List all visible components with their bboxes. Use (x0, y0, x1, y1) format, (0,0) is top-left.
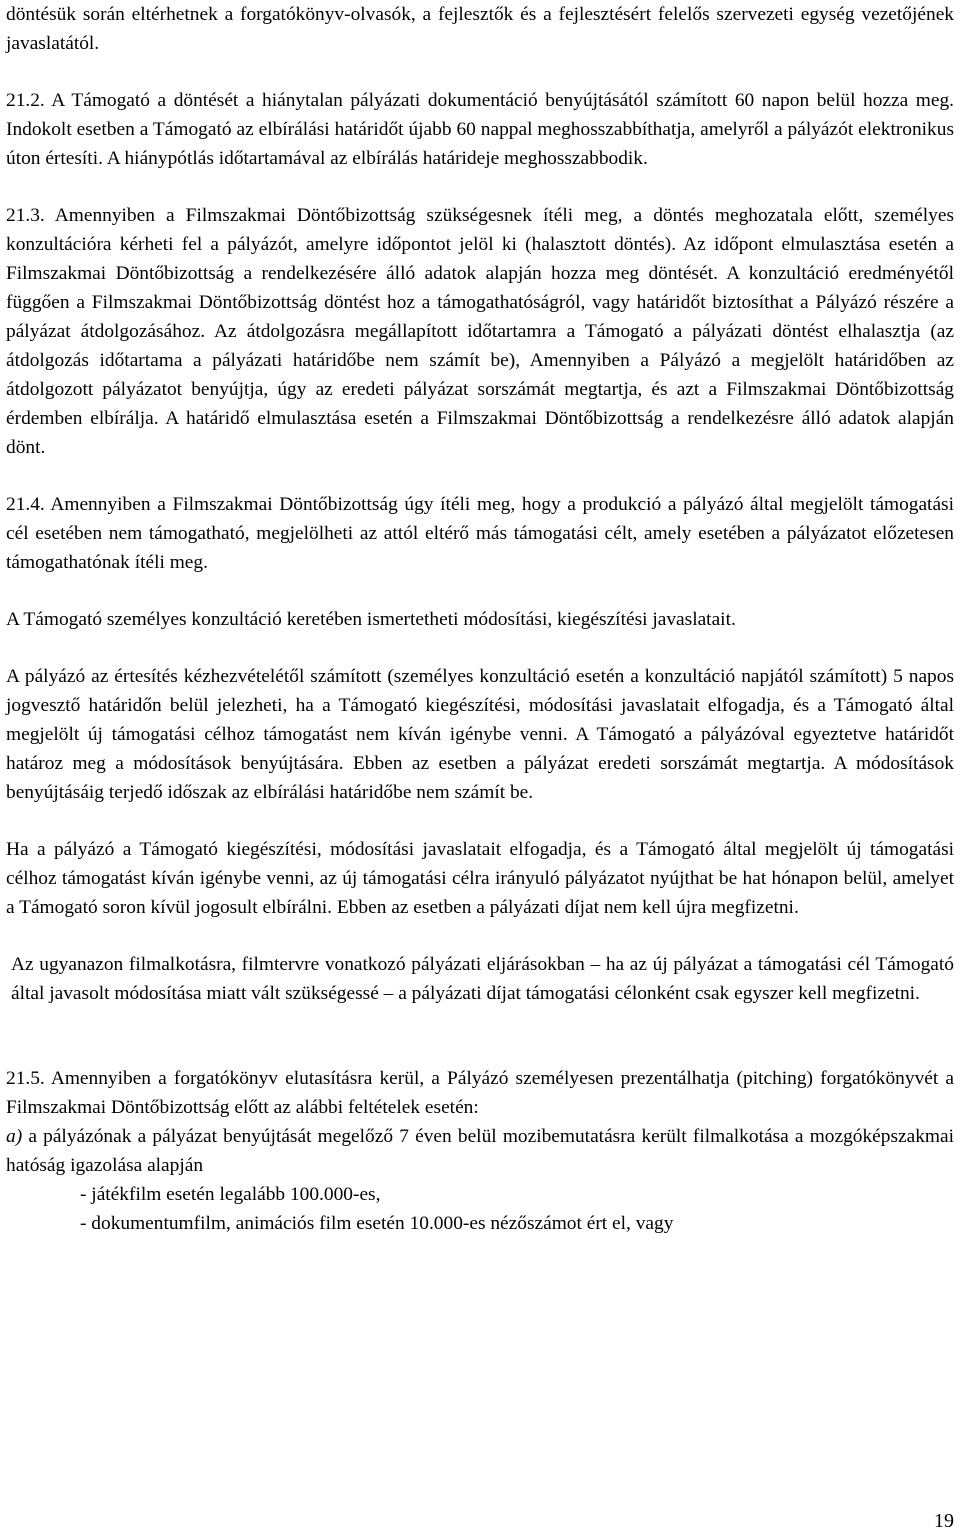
paragraph-konzultacio: A Támogató személyes konzultáció keretében ismertetheti módosítási, kiegészítési javaslatait. (6, 609, 736, 630)
list-item-a-text: a pályázónak a pályázat benyújtását megelőző 7 éven belül mozibemutatásra került filmalkotása a mozgóképszakmai hatóság igazolása alapján (6, 1126, 954, 1176)
dash-item-dokumentumfilm: - dokumentumfilm, animációs film esetén 10.000-es nézőszámot ért el, vagy (80, 1213, 674, 1234)
list-item-a (6, 1122, 954, 1180)
paragraph-gap (6, 58, 954, 86)
paragraph-gap (6, 922, 954, 950)
paragraph-kiegeszites: Ha a pályázó a Támogató kiegészítési, módosítási javaslatait elfogadja, és a Támogató által megjelölt új támogatási célhoz támogatást kíván igénybe venni, az új támogatási célra irányuló pályázatot nyújthat be hat hónapon belül, amelyet a Támogató soron kívül jogosult elbírálni. Ebben az esetben a pályázati díjat nem kell újra megfizetni. (6, 839, 954, 918)
paragraph-gap (6, 1008, 954, 1064)
paragraph-gap (6, 634, 954, 662)
paragraph-gap (6, 173, 954, 201)
paragraph-palyazati-dij: Az ugyanazon filmalkotásra, filmtervre vonatkozó pályázati eljárásokban – ha az új pályázat a támogatási cél Támogató által javasolt módosítása miatt vált szükségessé – a pályázati díjat támogatási célonként csak egyszer kell megfizetni. (11, 954, 954, 1004)
paragraph-21-4: 21.4. Amennyiben a Filmszakmai Döntőbizottság úgy ítéli meg, hogy a produkció a pályázó által megjelölt támogatási cél esetében nem támogatható, megjelölheti az attól eltérő más támogatási célt, amely esetében a pályázatot előzetesen támogathatónak ítéli meg. (6, 494, 954, 573)
paragraph-gap (6, 462, 954, 490)
paragraph-continuation: döntésük során eltérhetnek a forgatókönyv-olvasók, a fejlesztők és a fejlesztésért felelős szervezeti egység vezetőjének javaslatától. (6, 4, 954, 54)
paragraph-gap (6, 807, 954, 835)
paragraph-gap (6, 577, 954, 605)
list-item-a-label: a) (6, 1126, 23, 1147)
page-number: 19 (934, 1510, 954, 1532)
paragraph-21-3: 21.3. Amennyiben a Filmszakmai Döntőbizottság szükségesnek ítéli meg, a döntés meghozatala előtt, személyes konzultációra kérheti fel a pályázót, amelyre időpontot jelöl ki (halasztott döntés). Az időpont elmulasztása esetén a Filmszakmai Döntőbizottság a rendelkezésére álló adatok alapján hozza meg döntését. A konzultáció eredményétől függően a Filmszakmai Döntőbizottság döntést hoz a támogathatóságról, vagy határidőt biztosíthat a Pályázó részére a pályázat átdolgozásához. Az átdolgozásra megállapított időtartamra a Támogató a pályázati döntést elhalasztja (az átdolgozás időtartama a pályázati határidőbe nem számít be), Amennyiben a Pályázó a megjelölt határidőben az átdolgozott pályázatot benyújtja, úgy az eredeti pályázat sorszámát megtartja, és azt a Filmszakmai Döntőbizottság érdemben elbírálja. A határidő elmulasztása esetén a Filmszakmai Döntőbizottság a rendelkezésre álló adatok alapján dönt. (6, 205, 954, 458)
document-page (6, 0, 954, 1238)
paragraph-21-2: 21.2. A Támogató a döntését a hiánytalan pályázati dokumentáció benyújtásától számított 60 napon belül hozza meg. Indokolt esetben a Támogató az elbírálási határidőt újabb 60 nappal meghosszabbíthatja, amelyről a pályázót elektronikus úton értesíti. A hiánypótlás időtartamával az elbírálás határideje meghosszabbodik. (6, 90, 954, 169)
paragraph-ertesites: A pályázó az értesítés kézhezvételétől számított (személyes konzultáció esetén a konzultáció napjától számított) 5 napos jogvesztő határidőn belül jelezheti, ha a Támogató kiegészítési, módosítási javaslatait elfogadja, és a Támogató által megjelölt új támogatási célhoz támogatást nem kíván igénybe venni. A Támogató a pályázóval egyeztetve határidőt határoz meg a módosítások benyújtására. Ebben az esetben a pályázat eredeti sorszámát megtartja. A módosítások benyújtásáig terjedő időszak az elbírálási határidőbe nem számít be. (6, 666, 954, 803)
paragraph-21-5: 21.5. Amennyiben a forgatókönyv elutasításra kerül, a Pályázó személyesen prezentálhatja (pitching) forgatókönyvét a Filmszakmai Döntőbizottság előtt az alábbi feltételek esetén: (6, 1068, 954, 1118)
dash-item-jatekfilm: - játékfilm esetén legalább 100.000-es, (80, 1184, 381, 1205)
